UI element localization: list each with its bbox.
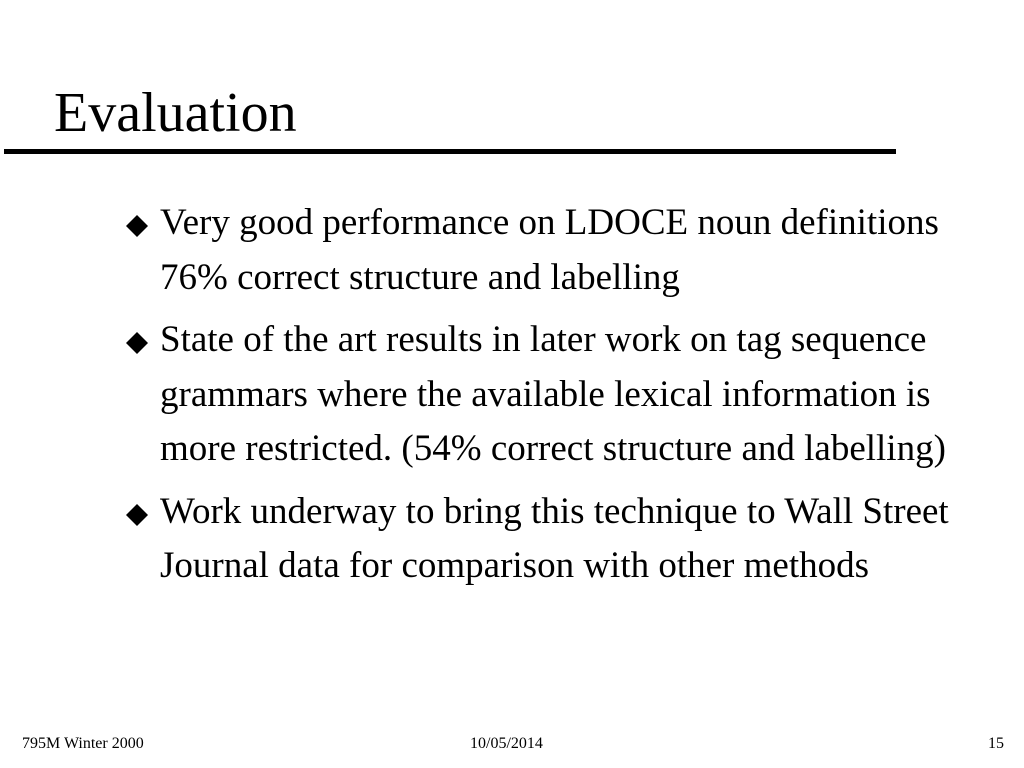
- diamond-bullet-icon: [126, 215, 148, 237]
- bullet-item: [120, 313, 990, 477]
- bullet-text: State of the art results in later work on tag sequence grammars where the available lexical information is more restricted. (54% correct structure and labelling): [160, 319, 946, 469]
- bullet-text: Work underway to bring this technique to Wall Street Journal data for comparison with other methods: [160, 490, 949, 586]
- bullet-item: [120, 196, 990, 305]
- slide-title: Evaluation: [54, 82, 297, 144]
- title-underline: [4, 149, 896, 154]
- bullet-item: [120, 485, 990, 594]
- footer-course-label: 795M Winter 2000: [22, 735, 144, 752]
- bullet-list: [120, 196, 990, 602]
- diamond-bullet-icon: [126, 332, 148, 354]
- footer-page-number: 15: [988, 735, 1004, 752]
- bullet-text: Very good performance on LDOCE noun definitions 76% correct structure and labelling: [160, 202, 939, 298]
- footer-date: 10/05/2014: [470, 735, 543, 752]
- diamond-bullet-icon: [126, 504, 148, 526]
